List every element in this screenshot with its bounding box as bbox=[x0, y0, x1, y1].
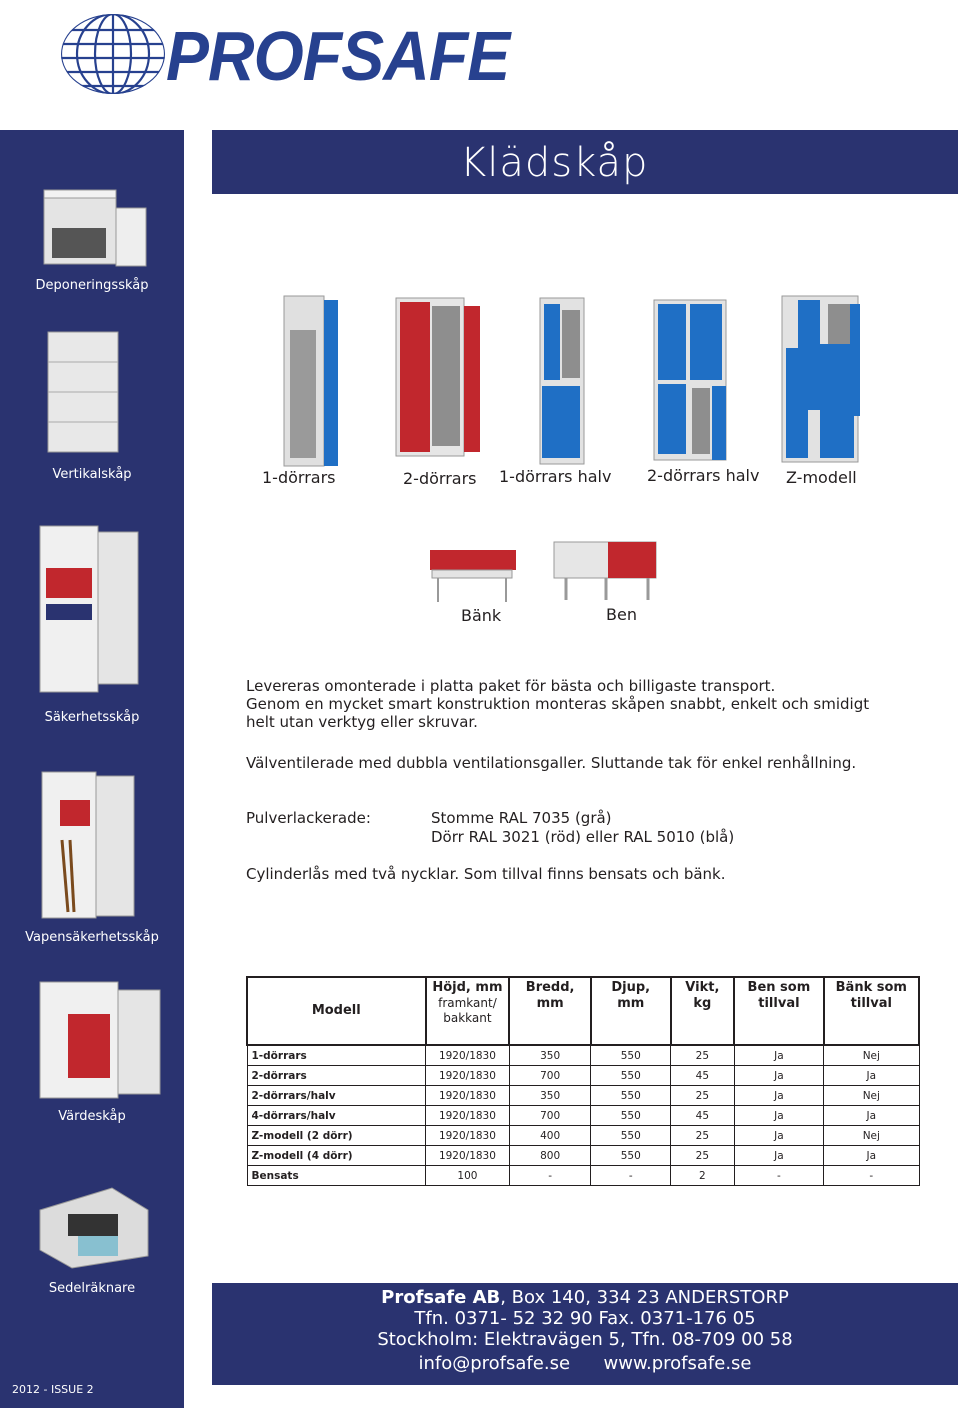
cell-width: 700 bbox=[509, 1106, 591, 1126]
cell-height: 1920/1830 bbox=[426, 1045, 510, 1066]
header-bench: Bänk som tillval bbox=[824, 977, 919, 1045]
value-safe-thumb bbox=[38, 980, 164, 1102]
sidebar-item-deponeringsskap[interactable]: Deponeringsskåp bbox=[35, 278, 149, 293]
cell-bench: - bbox=[824, 1166, 919, 1186]
description-ventilation: Välventilerade med dubbla ventilationsgaller. Sluttande tak för enkel renhållning. bbox=[246, 754, 857, 772]
table-row bbox=[247, 1066, 919, 1086]
issue-label: 2012 - ISSUE 2 bbox=[12, 1383, 94, 1396]
sidebar-item-sedelraknare[interactable]: Sedelräknare bbox=[48, 1281, 136, 1296]
sidebar-item-vapensakerhetsskap[interactable]: Vapensäkerhetsskåp bbox=[25, 930, 159, 945]
header-height bbox=[426, 977, 510, 1045]
security-cabinet-thumb bbox=[38, 524, 142, 696]
accessory-label-bank: Bänk bbox=[461, 606, 502, 625]
powder-coating-label: Pulverlackerade: bbox=[246, 809, 371, 827]
cell-depth: - bbox=[591, 1166, 671, 1186]
cell-width: 800 bbox=[509, 1146, 591, 1166]
description-line-1: Levereras omonterade i platta paket för bästa och billigaste transport. bbox=[246, 677, 776, 695]
cell-height: 1920/1830 bbox=[426, 1086, 510, 1106]
cell-model: 1-dörrars bbox=[247, 1045, 426, 1066]
cell-bench: Ja bbox=[824, 1066, 919, 1086]
globe-icon bbox=[58, 8, 168, 98]
footer-company: Profsafe AB bbox=[381, 1287, 501, 1308]
cell-height: 1920/1830 bbox=[426, 1146, 510, 1166]
description-line-2: Genom en mycket smart konstruktion monteras skåpen snabbt, enkelt och smidigt bbox=[246, 695, 870, 713]
cell-legs: Ja bbox=[734, 1106, 823, 1126]
header-height-label: Höjd, mm bbox=[432, 980, 503, 995]
cell-legs: Ja bbox=[734, 1045, 823, 1066]
cell-depth: 550 bbox=[591, 1086, 671, 1106]
product-label-2-dorrars: 2-dörrars bbox=[403, 469, 477, 488]
deposit-safe-thumb bbox=[42, 188, 150, 268]
sidebar-item-sakerhetsskap[interactable]: Säkerhetsskåp bbox=[44, 710, 140, 725]
cell-width: - bbox=[509, 1166, 591, 1186]
cell-height: 1920/1830 bbox=[426, 1106, 510, 1126]
profsafe-logo bbox=[58, 8, 510, 98]
table-row bbox=[247, 1045, 919, 1066]
spec-table bbox=[246, 976, 920, 1186]
cell-weight: 45 bbox=[671, 1106, 735, 1126]
table-row bbox=[247, 1166, 919, 1186]
description-line-3: helt utan verktyg eller skruvar. bbox=[246, 713, 478, 731]
legs-image bbox=[552, 540, 660, 604]
cell-bench: Nej bbox=[824, 1045, 919, 1066]
cell-depth: 550 bbox=[591, 1066, 671, 1086]
cell-model: Z-modell (2 dörr) bbox=[247, 1126, 426, 1146]
cell-bench: Ja bbox=[824, 1146, 919, 1166]
cell-weight: 25 bbox=[671, 1045, 735, 1066]
footer-links bbox=[212, 1353, 958, 1374]
product-label-1-dorrars: 1-dörrars bbox=[262, 468, 336, 487]
powder-frame: Stomme RAL 7035 (grå) bbox=[431, 809, 612, 827]
header-depth: Djup, mm bbox=[591, 977, 671, 1045]
locker-2-door-image bbox=[394, 296, 484, 464]
banknote-counter-thumb bbox=[32, 1170, 152, 1270]
table-row bbox=[247, 1086, 919, 1106]
locker-1-door-image bbox=[282, 292, 342, 470]
header-legs: Ben som tillval bbox=[734, 977, 823, 1045]
product-label-1-dorrars-halv: 1-dörrars halv bbox=[499, 467, 612, 486]
table-row bbox=[247, 1126, 919, 1146]
locker-2-door-half-image bbox=[652, 298, 734, 466]
cell-weight: 2 bbox=[671, 1166, 735, 1186]
accessory-label-ben: Ben bbox=[606, 605, 637, 624]
cell-legs: Ja bbox=[734, 1146, 823, 1166]
sidebar-item-vertikalskap[interactable]: Vertikalskåp bbox=[52, 467, 132, 482]
footer-phone: Tfn. 0371- 52 32 90 Fax. 0371-176 05 bbox=[414, 1308, 756, 1329]
table-row bbox=[247, 1146, 919, 1166]
description-lock: Cylinderlås med två nycklar. Som tillval finns bensats och bänk. bbox=[246, 865, 726, 883]
cell-height: 1920/1830 bbox=[426, 1066, 510, 1086]
cell-legs: - bbox=[734, 1166, 823, 1186]
table-row bbox=[247, 1106, 919, 1126]
footer-web-link[interactable]: www.profsafe.se bbox=[603, 1353, 752, 1374]
cell-height: 1920/1830 bbox=[426, 1126, 510, 1146]
cell-legs: Ja bbox=[734, 1066, 823, 1086]
footer-stockholm: Stockholm: Elektravägen 5, Tfn. 08-709 00 58 bbox=[377, 1329, 793, 1350]
cell-width: 350 bbox=[509, 1045, 591, 1066]
sidebar bbox=[0, 130, 184, 1408]
cell-model: Bensats bbox=[247, 1166, 426, 1186]
footer-contact bbox=[212, 1283, 958, 1385]
header-model: Modell bbox=[247, 977, 426, 1045]
vertical-cabinet-thumb bbox=[46, 330, 126, 456]
cell-width: 700 bbox=[509, 1066, 591, 1086]
cell-bench: Nej bbox=[824, 1126, 919, 1146]
locker-z-model-image bbox=[780, 294, 864, 466]
cell-weight: 25 bbox=[671, 1126, 735, 1146]
page-title: Klädskåp bbox=[460, 140, 649, 186]
cell-depth: 550 bbox=[591, 1106, 671, 1126]
cell-height: 100 bbox=[426, 1166, 510, 1186]
header-width: Bredd, mm bbox=[509, 977, 591, 1045]
table-header-row bbox=[247, 977, 919, 1045]
cell-width: 400 bbox=[509, 1126, 591, 1146]
cell-model: Z-modell (4 dörr) bbox=[247, 1146, 426, 1166]
powder-door: Dörr RAL 3021 (röd) eller RAL 5010 (blå) bbox=[431, 828, 735, 846]
product-label-2-dorrars-halv: 2-dörrars halv bbox=[647, 466, 760, 485]
sidebar-item-vardeskap[interactable]: Värdeskåp bbox=[58, 1109, 126, 1124]
locker-1-door-half-image bbox=[536, 296, 592, 466]
cell-legs: Ja bbox=[734, 1126, 823, 1146]
cell-width: 350 bbox=[509, 1086, 591, 1106]
product-label-z-modell: Z-modell bbox=[786, 468, 857, 487]
cell-model: 4-dörrars/halv bbox=[247, 1106, 426, 1126]
brand-name: PROFSAFE bbox=[166, 17, 510, 95]
cell-depth: 550 bbox=[591, 1146, 671, 1166]
cell-model: 2-dörrars bbox=[247, 1066, 426, 1086]
cell-weight: 25 bbox=[671, 1146, 735, 1166]
footer-company-line bbox=[212, 1287, 958, 1308]
footer-email-link[interactable]: info@profsafe.se bbox=[418, 1353, 571, 1374]
cell-depth: 550 bbox=[591, 1045, 671, 1066]
cell-model: 2-dörrars/halv bbox=[247, 1086, 426, 1106]
cell-depth: 550 bbox=[591, 1126, 671, 1146]
cell-weight: 45 bbox=[671, 1066, 735, 1086]
cell-legs: Ja bbox=[734, 1086, 823, 1106]
header-height-sub: framkant/ bakkant bbox=[438, 996, 497, 1025]
header-weight: Vikt, kg bbox=[671, 977, 735, 1045]
cell-bench: Ja bbox=[824, 1106, 919, 1126]
cell-weight: 25 bbox=[671, 1086, 735, 1106]
cell-bench: Nej bbox=[824, 1086, 919, 1106]
footer-address: , Box 140, 334 23 ANDERSTORP bbox=[500, 1287, 789, 1308]
gun-safe-thumb bbox=[40, 770, 136, 920]
bench-image bbox=[428, 548, 520, 606]
title-bar bbox=[212, 130, 958, 194]
